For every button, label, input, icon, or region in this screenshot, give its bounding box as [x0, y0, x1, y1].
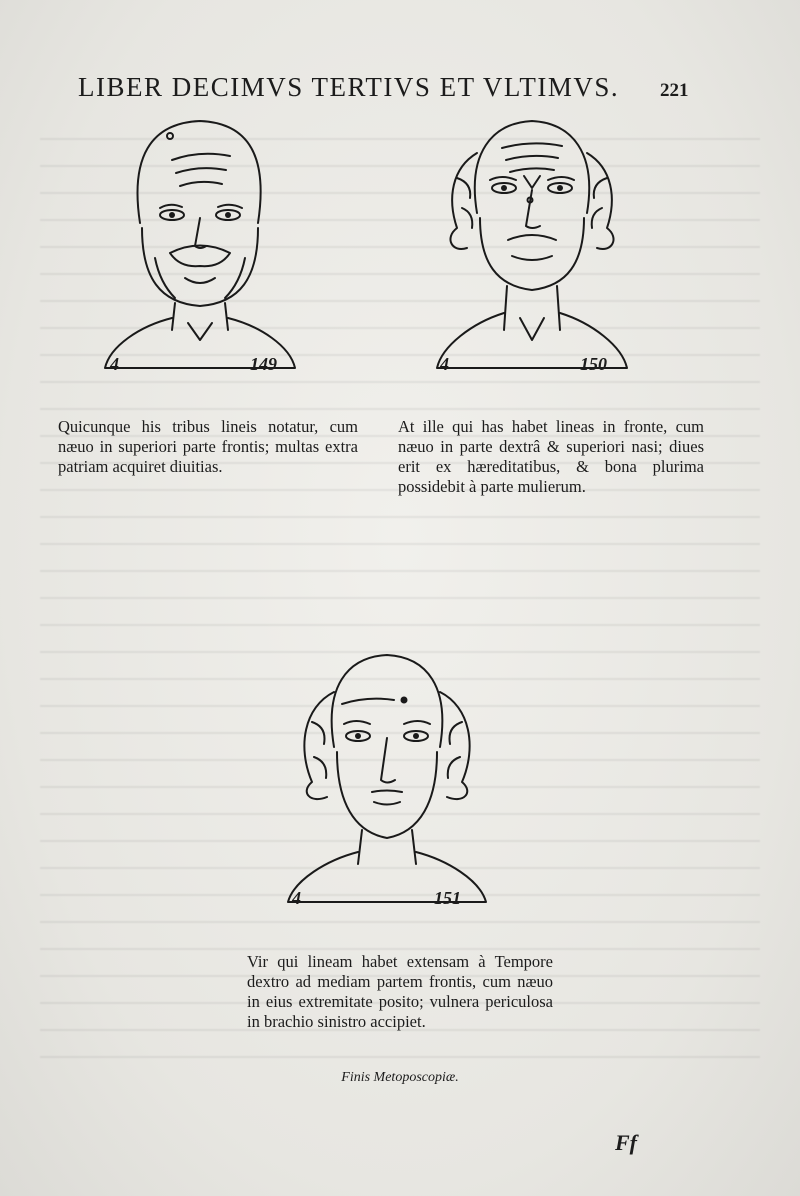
caption-149: Quicunque his tribus lineis notatur, cum næuo in superiori parte frontis; multas extra patriam acquiret diuitias.	[58, 416, 358, 476]
woodcut-figure-150	[432, 118, 632, 380]
figure-149-left-label: 4	[110, 354, 119, 374]
figure-151-left-label: 4	[292, 888, 301, 908]
finis-line: Finis Metoposcopiæ.	[341, 1070, 459, 1085]
figure-151-number: 151	[434, 888, 461, 908]
bearded-man-woodcut	[100, 118, 300, 380]
figure-150-left-label: 4	[440, 354, 449, 374]
woodcut-figure-151	[282, 652, 492, 914]
caption-150: At ille qui has habet lineas in fronte, cum næuo in parte dextrâ & superiori nasi; diues erit ex hæreditatibus, & bona plurima possidebit à parte mulierum.	[398, 416, 704, 496]
figure-150-number: 150	[580, 354, 607, 374]
signature-mark: Ff	[615, 1130, 637, 1155]
curly-haired-man-woodcut	[432, 118, 632, 380]
running-title: LIBER DECIMVS TERTIVS ET VLTIMVS.	[78, 72, 620, 102]
figure-149-number: 149	[250, 354, 277, 374]
woodcut-figure-149	[100, 118, 300, 380]
caption-151: Vir qui lineam habet extensam à Tempore dextro ad mediam partem frontis, cum næuo in eius extremitate posito; vulnera periculosa in brachio sinistro accipiet.	[247, 951, 553, 1031]
young-man-woodcut	[282, 652, 492, 914]
page-number: 221	[660, 80, 689, 101]
